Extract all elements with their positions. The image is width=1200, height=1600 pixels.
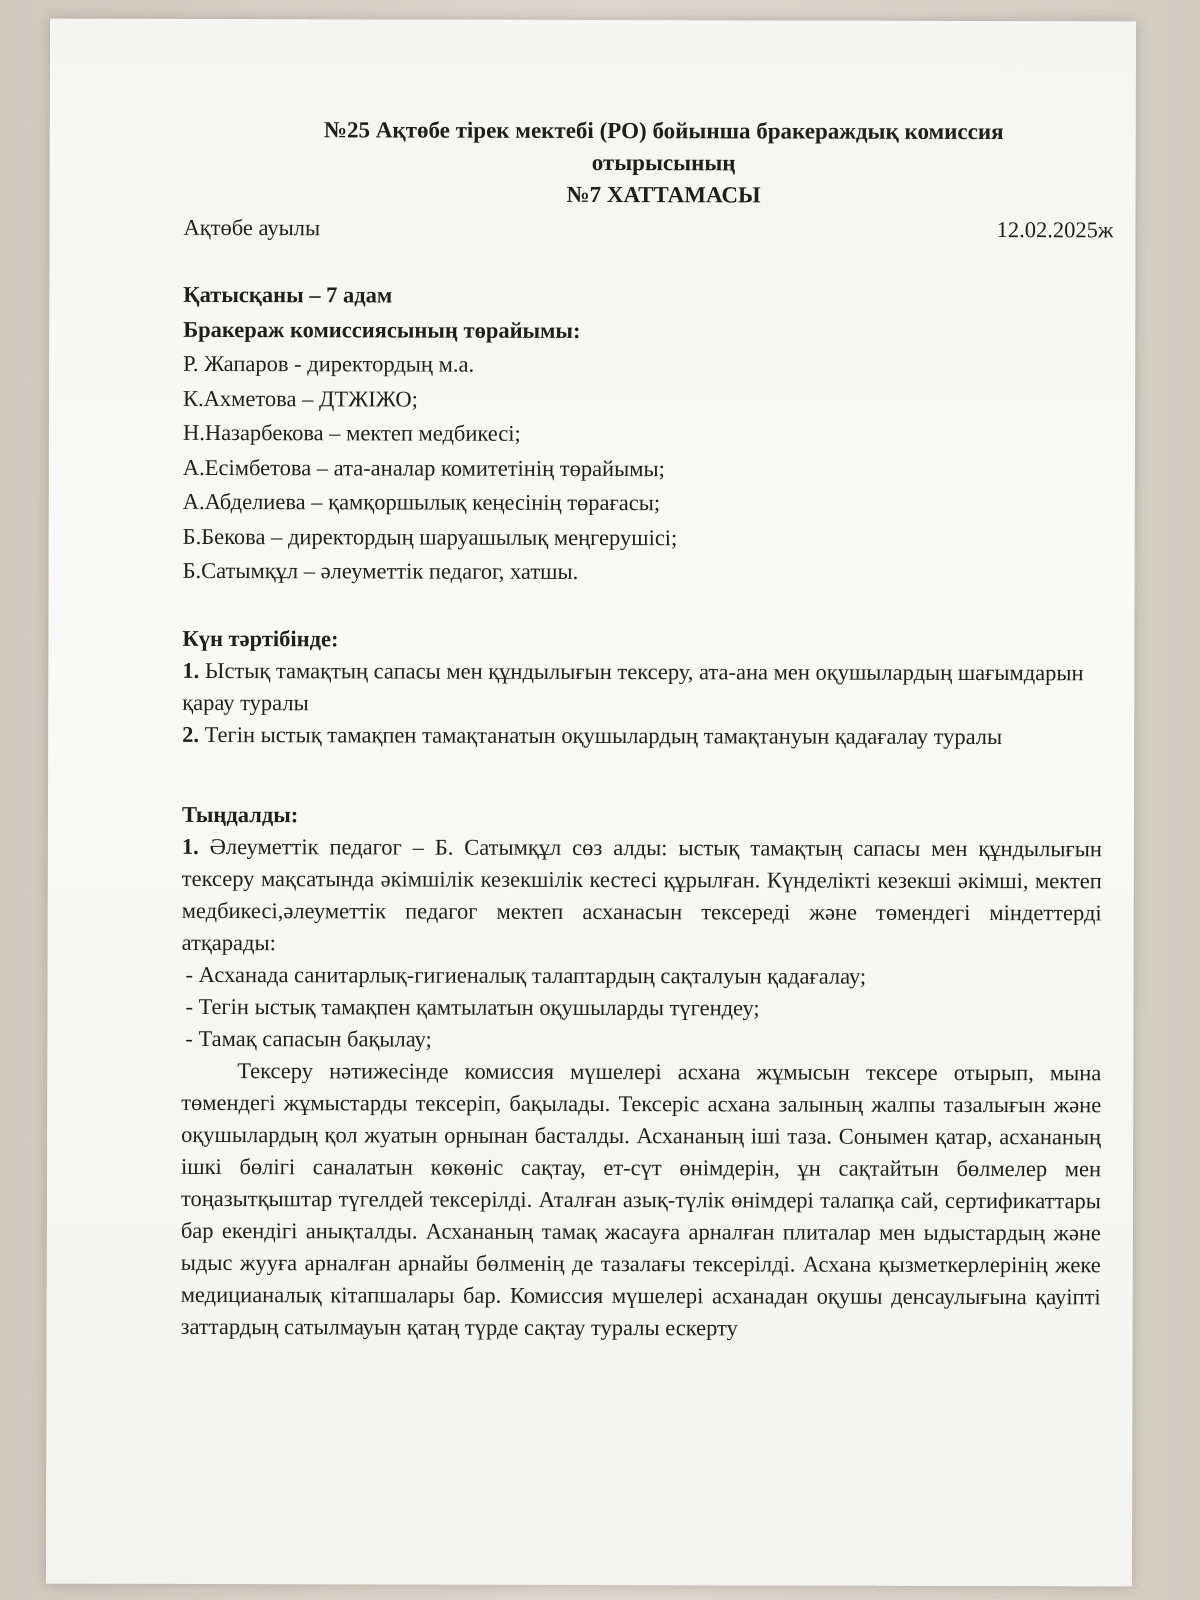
- member-item: Р. Жапаров - директордың м.а.: [183, 350, 475, 377]
- member-item: Н.Назарбекова – мектеп медбикесі;: [182, 419, 521, 446]
- member-item: Б.Сатымқұл – әлеуметтік педагог, хатшы.: [182, 557, 579, 584]
- agenda-item-text: Ыстық тамақтың сапасы мен құндылығын тексеру, ата-ана мен оқушылардың шағымдарын қарау туралы: [182, 657, 1084, 715]
- duty-item: - Тегін ыстық тамақпен қамтылатын оқушыларды түгендеу;: [185, 993, 760, 1020]
- place: Ақтөбе ауылы: [183, 214, 321, 241]
- duty-item: - Тамақ сапасын бақылау;: [185, 1025, 432, 1052]
- agenda-item: [182, 654, 1102, 720]
- member-item: Б.Бекова – директордың шаруашылық меңгерушісі;: [182, 523, 678, 550]
- place-date-row: [183, 212, 1113, 246]
- heard-intro-text: Әлеуметтік педагог – Б. Сатымқұл сөз алды: ыстық тамақтың сапасы мен құндылығын тексеру мақсатында әкімшілік кезекшілік кестесі құрылған. Күнделікті кезекші әкімші, мектеп медбикесі,әлеуметтік педагог мектеп асханасын тексереді және төмендегі міндеттерді атқарады:: [181, 833, 1102, 955]
- heard-intro: [182, 830, 1102, 960]
- title-line-1: №25 Ақтөбе тірек мектебі (РО) бойынша бракераждық комиссия: [323, 117, 1004, 145]
- document-title: [224, 114, 1104, 212]
- duties-list: [181, 958, 1101, 1056]
- agenda-item: [182, 718, 1102, 752]
- agenda-item-text: Тегін ыстық тамақпен тамақтанатын оқушылардың тамақтануын қадағалау туралы: [204, 721, 1003, 749]
- date: 12.02.2025ж: [996, 217, 1114, 243]
- inspection-paragraph: Тексеру нәтижесінде комиссия мүшелері асхана жұмысын тексере отырып, мына төмендегі жұмыстарды тексеріп, бақылады. Тексеріс асхана залының жалпы тазалығын және оқушылардың қол жуатын орнынан басталды. Асхананың іші таза. Сонымен қатар, асхананың ішкі бөлігі саналатын көкөніс сақтау, ет-сүт өнімдерін, ұн сақтайтын бөлмелер мен тоңазытқыштар түгелдей тексерілді. Аталған азық-түлік өнімдері талапқа сай, сертификаттары бар екендігі анықталды. Асхананың тамақ жасауға арналған плиталар мен ыдыстардың және ыдыс жууға арналған арнайы бөлменің де тазалағы тексерілді. Асхана қызметкерлерінің жеке медицианалық кітапшалары бар. Комиссия мүшелері асханадан оқушы денсаулығына қауіпті заттардың сатылмауын қатаң түрде сақтау туралы ескерту: [180, 1057, 1102, 1340]
- agenda-item-number: 1.: [182, 657, 200, 683]
- attendance: Қатысқаны – 7 адам: [183, 281, 393, 308]
- heard-heading: Тыңдалды:: [181, 801, 299, 827]
- document-body: [180, 114, 1114, 1345]
- title-line-2: отырысының: [591, 149, 736, 176]
- title-line-3: №7 ХАТТАМАСЫ: [566, 181, 761, 208]
- agenda-item-number: 2.: [182, 721, 200, 747]
- member-item: А.Абделиева – қамқоршылық кеңесінің төрағасы;: [182, 488, 661, 516]
- document-page: [46, 19, 1136, 1587]
- agenda-heading: Күн тәртібінде:: [182, 625, 339, 651]
- heard-number: 1.: [181, 833, 199, 859]
- chair-heading: Бракераж комиссиясының төрайымы:: [183, 316, 581, 343]
- duty-item: - Асханада санитарлық-гигиеналық талаптардың сақталуын қадағалау;: [185, 961, 867, 989]
- member-item: К.Ахметова – ДТЖІЖО;: [183, 385, 418, 412]
- members-list: [183, 347, 1104, 591]
- member-item: А.Есімбетова – ата-аналар комитетінің төрайымы;: [182, 454, 665, 481]
